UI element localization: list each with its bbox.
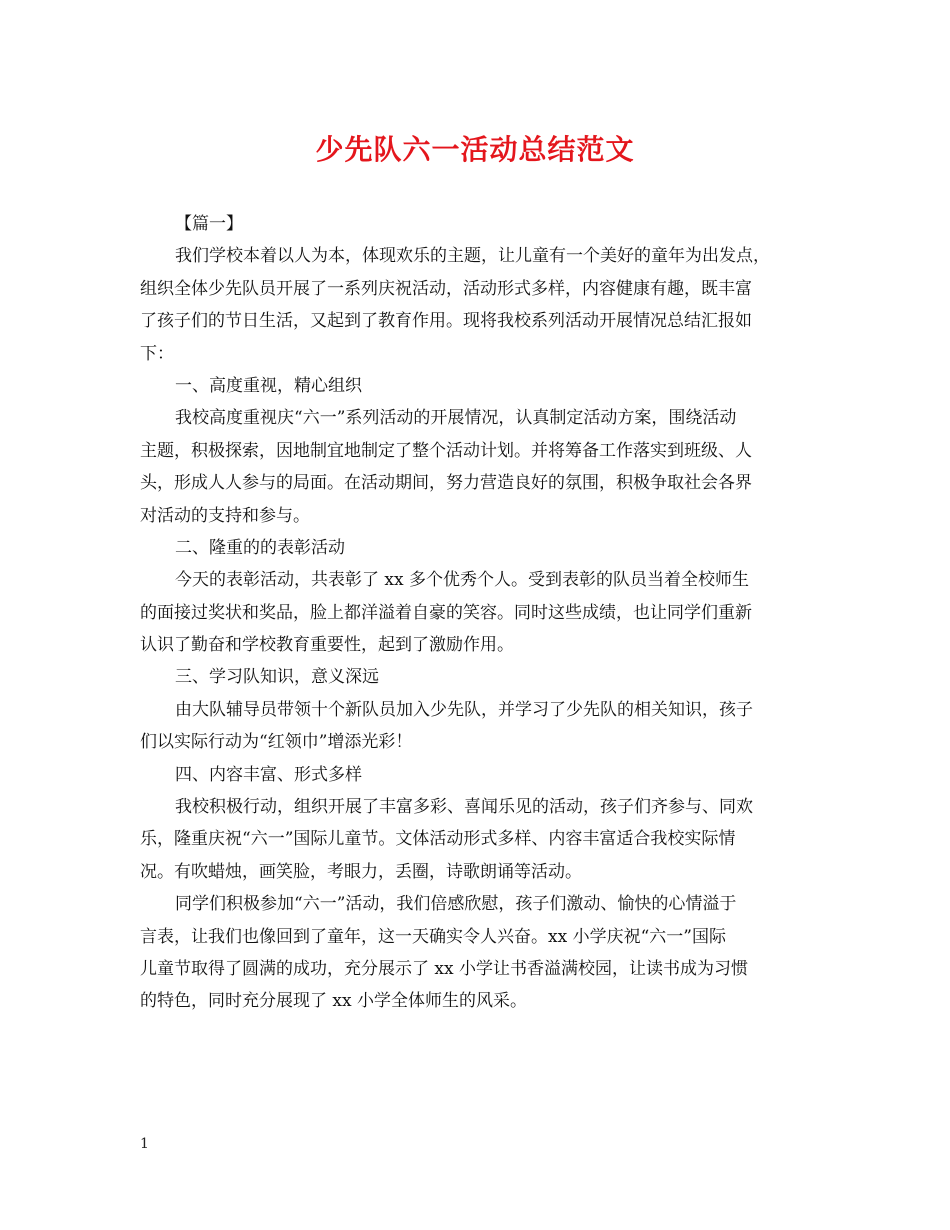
- text-line: 主题，积极探索，因地制宜地制定了整个活动计划。并将筹备工作落实到班级、人: [140, 440, 752, 461]
- text-line: 二、隆重的的表彰活动: [175, 537, 345, 558]
- text-line: 了孩子们的节日生活，又起到了教育作用。现将我校系列活动开展情况总结汇报如: [140, 311, 752, 332]
- text-line: 我校高度重视庆“六一”系列活动的开展情况，认真制定活动方案，围绕活动: [175, 408, 737, 429]
- text-line: 的面接过奖状和奖品，脸上都洋溢着自豪的笑容。同时这些成绩，也让同学们重新: [140, 602, 752, 623]
- text-line: 下：: [140, 343, 174, 364]
- text-line: 的特色，同时充分展现了 xx 小学全体师生的风采。: [140, 991, 527, 1012]
- text-line: 对活动的支持和参与。: [140, 505, 310, 526]
- text-line: 头，形成人人参与的局面。在活动期间，努力营造良好的氛围，积极争取社会各界: [140, 473, 752, 494]
- text-line: 由大队辅导员带领十个新队员加入少先队，并学习了少先队的相关知识，孩子: [175, 699, 753, 720]
- document-body: [140, 208, 815, 1018]
- text-line: 同学们积极参加“六一”活动，我们倍感欣慰，孩子们激动、愉快的心情溢于: [175, 894, 737, 915]
- text-line: 们以实际行动为“红领巾”增添光彩！: [140, 732, 413, 753]
- text-line: 今天的表彰活动，共表彰了 xx 多个优秀个人。受到表彰的队员当着全校师生: [175, 570, 749, 591]
- text-line: 儿童节取得了圆满的成功，充分展示了 xx 小学让书香溢满校园，让读书成为习惯: [140, 958, 748, 979]
- text-line: 况。有吹蜡烛，画笑脸，考眼力，丢圈，诗歌朗诵等活动。: [140, 861, 582, 882]
- text-line: 组织全体少先队员开展了一系列庆祝活动，活动形式多样，内容健康有趣，既丰富: [140, 278, 752, 299]
- text-line: 四、内容丰富、形式多样: [175, 764, 362, 785]
- text-line: 认识了勤奋和学校教育重要性，起到了激励作用。: [140, 635, 514, 656]
- text-line: 乐，隆重庆祝“六一”国际儿童节。文体活动形式多样、内容丰富适合我校实际情: [140, 829, 736, 850]
- page-number: 1: [140, 1136, 149, 1152]
- text-line: 一、高度重视，精心组织: [175, 375, 362, 396]
- text-line: 我校积极行动，组织开展了丰富多彩、喜闻乐见的活动，孩子们齐参与、同欢: [175, 797, 753, 818]
- text-line: 【篇一】: [175, 214, 243, 234]
- text-line: 言表，让我们也像回到了童年，这一天确实令人兴奋。xx 小学庆祝“六一”国际: [140, 926, 726, 947]
- text-line: 我们学校本着以人为本，体现欢乐的主题，让儿童有一个美好的童年为出发点，: [175, 246, 770, 267]
- text-line: 三、学习队知识，意义深远: [175, 667, 379, 688]
- document-title: 少先队六一活动总结范文: [315, 133, 635, 166]
